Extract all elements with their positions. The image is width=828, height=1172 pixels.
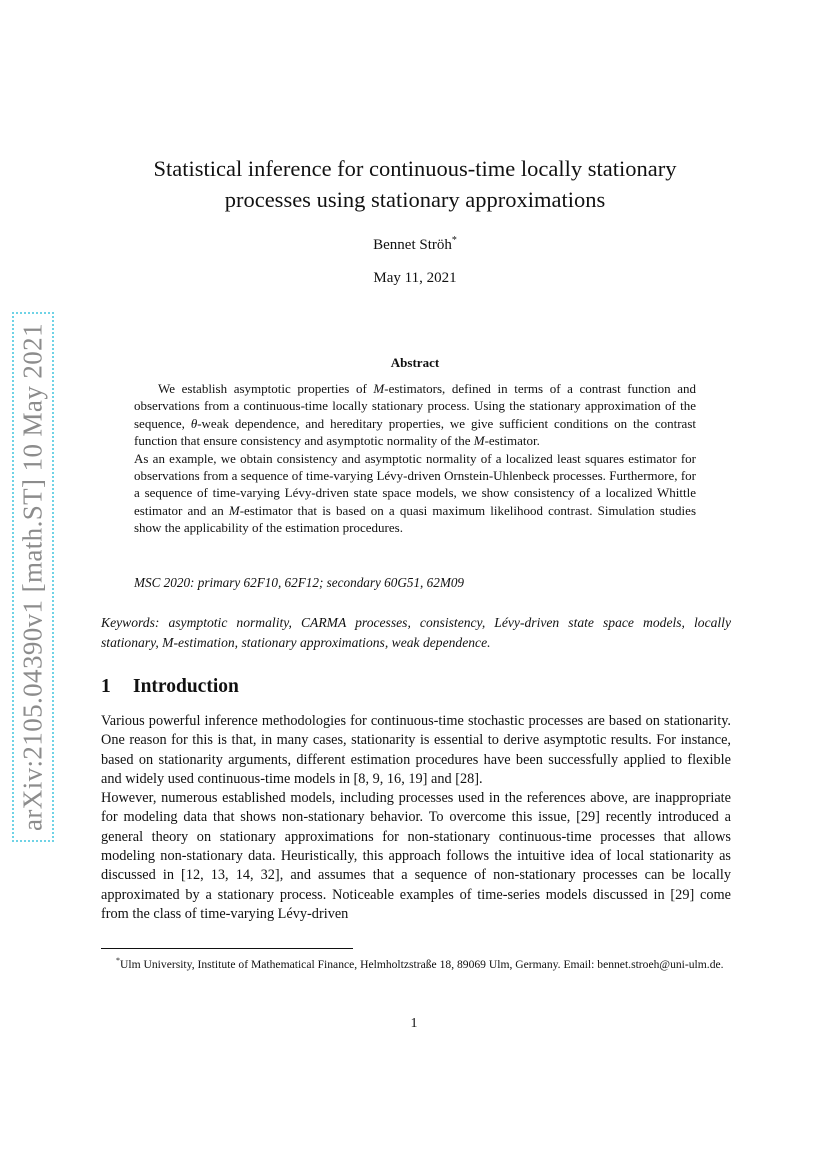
author-name: Bennet Ströh [373,237,452,253]
footnote-text: Ulm University, Institute of Mathematical Finance, Helmholtzstraße 18, 89069 Ulm, Germany. Email: bennet.stroeh@uni-ulm.de. [120,957,724,971]
author [100,235,730,254]
abstract-heading: Abstract [390,355,440,370]
math-symbol: M [373,381,385,396]
text-run: As an example, we obtain consistency and asymptotic normality of a localized least squares estimator for observations from a sequence of time-varying Lévy-driven Ornstein-Uhlenbeck processes. Furthermore, for a sequence of time-varying Lévy-driven state space models, we show consistency of a localized Whittle estimator and an [134,450,696,518]
footnote-divider [101,948,353,949]
page-number: 1 [410,1016,418,1031]
section-title: Introduction [133,676,239,697]
section-number: 1 [101,676,111,697]
title-line-2: processes using stationary approximations [224,187,606,212]
math-symbol: M [473,433,485,449]
author-footnote-mark: * [451,235,457,246]
text-run: -estimators, defined in terms of a contrast function and observations from a continuous-time locally stationary process. Using the stationary approximation of the sequence, [134,381,696,431]
text-run: -estimator. [484,433,540,449]
section-heading [101,676,239,698]
msc-classification: MSC 2020: primary 62F10, 62F12; secondary 60G51, 62M09 [134,575,465,590]
title-line-1: Statistical inference for continuous-time locally stationary [153,156,677,181]
footnote-mark: * [116,956,120,965]
math-symbol: θ [190,415,198,431]
abstract-body [134,380,696,537]
intro-paragraph-2: However, numerous established models, including processes used in the references above, are inappropriate for modeling data that shows non-stationary behavior. To overcome this issue, [29] recently introduced a general theory on stationary approximations for non-stationary continuous-time processes that allows modeling non-stationary data. Heuristically, this approach follows the intuitive idea of local stationarity as discussed in [12, 13, 14, 32], and assumes that a sequence of non-stationary processes can be locally approximated by a stationary process. Noticeable examples of time-series models discussed in [29] come from the class of time-varying Lévy-driven [101,790,731,922]
abstract-paragraph-2 [134,450,696,537]
paper-title [100,153,730,215]
math-symbol: M [228,502,240,518]
text-run: -weak dependence, and hereditary properties, we give sufficient conditions on the contrast function that ensure consistency and asymptotic normality of the [134,415,696,449]
text-run: We establish asymptotic properties of [158,381,374,396]
arxiv-stamp[interactable] [12,312,54,842]
text-run: -estimator that is based on a quasi maximum likelihood contrast. Simulation studies show the applicability of the estimation procedures. [134,502,696,536]
keywords: Keywords: asymptotic normality, CARMA processes, consistency, Lévy-driven state space models, locally stationary, M-estimation, stationary approximations, weak dependence. [101,615,731,650]
intro-paragraph-1: Various powerful inference methodologies for continuous-time stochastic processes are based on stationarity. One reason for this is that, in many cases, stationarity is essential to derive asymptotic results. For instance, based on stationarity arguments, different estimation procedures have been successfully applied to flexible and widely used continuous-time models in [8, 9, 16, 19] and [28]. [101,713,731,787]
abstract-paragraph-1 [134,380,696,450]
date: May 11, 2021 [373,270,457,286]
introduction-body [101,712,731,924]
arxiv-stamp-text: arXiv:2105.04390v1 [math.ST] 10 May 2021 [17,323,48,831]
footnote [101,953,731,973]
